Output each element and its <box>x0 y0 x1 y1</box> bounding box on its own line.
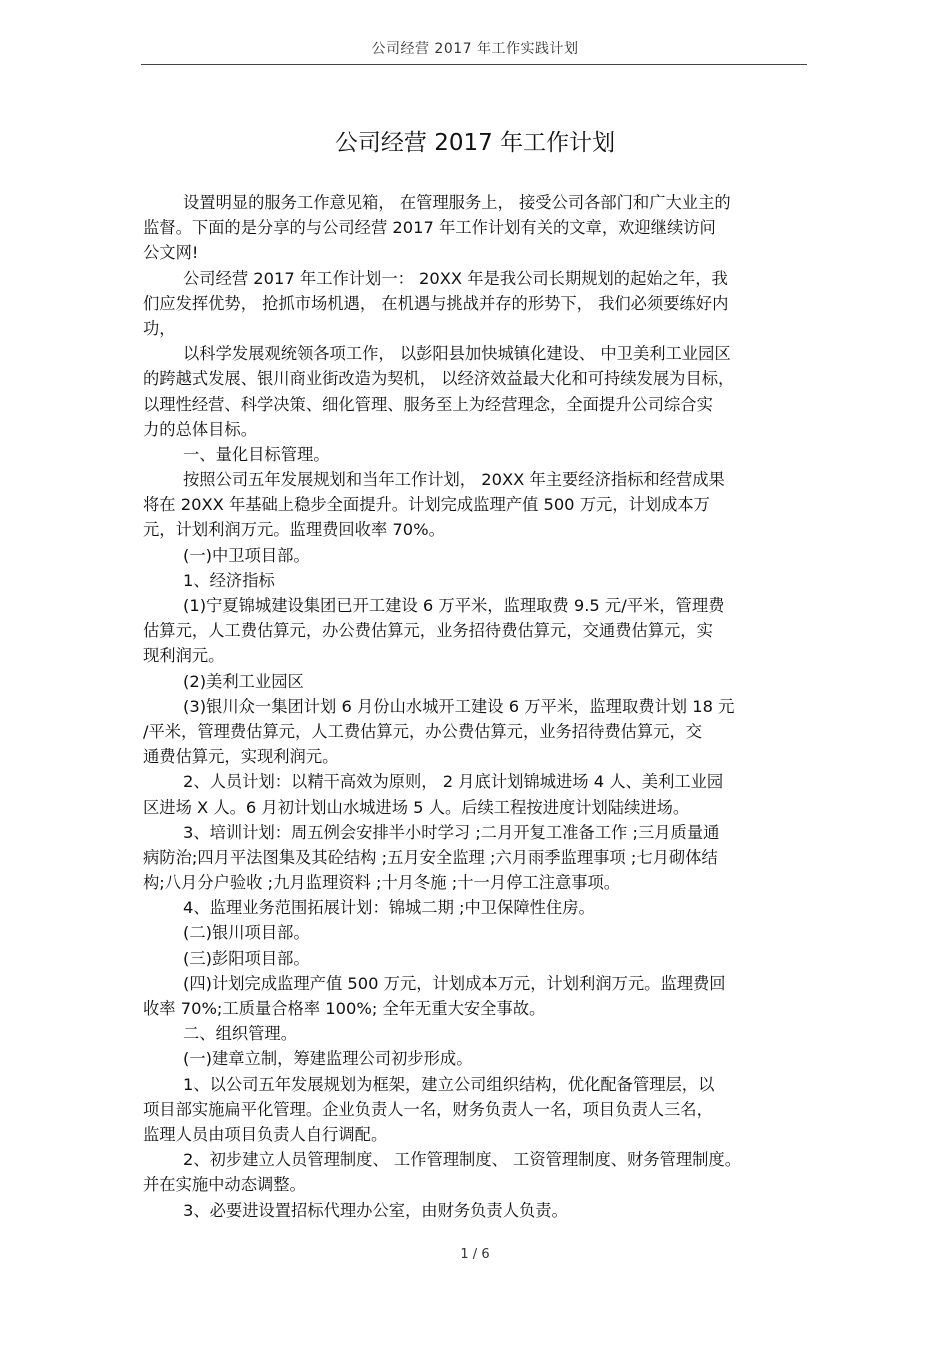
text-line: 二、组织管理。 <box>183 1024 297 1044</box>
text-line: 元，计划利润万元。监理费回收率 70%。 <box>143 520 445 540</box>
text-line: 项目部实施扁平化管理。企业负责人一名，财务负责人一名，项目负责人三名， <box>143 1099 713 1119</box>
text-line: 监督。下面的是分享的与公司经营 2017 年工作计划有关的文章，欢迎继续访问 <box>143 218 716 238</box>
text-line: 公文网! <box>143 243 199 263</box>
text-line: 4、监理业务范围拓展计划：锦城二期 ;中卫保障性住房。 <box>183 898 595 918</box>
document-title: 公司经营 2017 年工作计划 <box>334 130 616 156</box>
text-line: 现利润元。 <box>143 646 225 666</box>
text-line: 2、人员计划：以精干高效为原则， 2 月底计划锦城进场 4 人、美利工业园 <box>183 772 724 792</box>
text-line: 1、以公司五年发展规划为框架，建立公司组织结构，优化配备管理层，以 <box>183 1074 715 1094</box>
text-line: 通费估算元，实现利润元。 <box>143 747 339 767</box>
text-line: (2)美利工业园区 <box>183 671 304 691</box>
text-line: (一)中卫项目部。 <box>183 545 310 565</box>
text-line: 2、初步建立人员管理制度、 工作管理制度、 工资管理制度、财务管理制度。 <box>183 1150 741 1170</box>
page-number: 1 / 6 <box>460 1247 490 1262</box>
text-line: 以科学发展观统领各项工作， 以彭阳县加快城镇化建设、 中卫美利工业园区 <box>183 344 731 364</box>
text-line: 功， <box>143 318 176 338</box>
text-line: 们应发挥优势， 抢抓市场机遇， 在机遇与挑战并存的形势下， 我们必须要练好内 <box>143 293 729 313</box>
text-line: (三)彭阳项目部。 <box>183 948 310 968</box>
text-line: 的跨越式发展、银川商业街改造为契机， 以经济效益最大化和可持续发展为目标， <box>143 369 735 389</box>
document-body <box>143 190 807 1223</box>
text-line: 设置明显的服务工作意见箱， 在管理服务上， 接受公司各部门和广大业主的 <box>183 193 731 212</box>
text-line: /平米，管理费估算元，人工费估算元，办公费估算元，业务招待费估算元，交 <box>143 721 703 741</box>
text-line: (3)银川众一集团计划 6 月份山水城开工建设 6 万平米，监理取费计划 18 元 <box>183 696 735 716</box>
text-line: 将在 20XX 年基础上稳步全面提升。计划完成监理产值 500 万元，计划成本万 <box>143 495 710 515</box>
text-line: 力的总体目标。 <box>143 419 257 439</box>
text-line: 按照公司五年发展规划和当年工作计划， 20XX 年主要经济指标和经营成果 <box>183 470 725 490</box>
text-line: 监理人员由项目负责人自行调配。 <box>143 1124 388 1144</box>
text-line: 区进场 X 人。6 月初计划山水城进场 5 人。后续工程按进度计划陆续进场。 <box>143 797 690 817</box>
text-line: 3、必要进设置招标代理办公室，由财务负责人负责。 <box>183 1200 568 1220</box>
text-line: (一)建章立制，筹建监理公司初步形成。 <box>183 1049 473 1069</box>
header-divider <box>141 64 807 65</box>
text-line: 估算元，人工费估算元，办公费估算元，业务招待费估算元，交通费估算元，实 <box>143 621 713 641</box>
text-line: 病防治;四月平法图集及其砼结构 ;五月安全监理 ;六月雨季监理事项 ;七月砌体结 <box>143 847 718 867</box>
text-line: (1)宁夏锦城建设集团已开工建设 6 万平米，监理取费 9.5 元/平米，管理费 <box>183 596 725 615</box>
text-line: 以理性经营、科学决策、细化管理、服务至上为经营理念，全面提升公司综合实 <box>143 394 713 414</box>
text-line: 3、培训计划：周五例会安排半小时学习 ;二月开复工准备工作 ;三月质量通 <box>183 822 720 842</box>
text-line: (四)计划完成监理产值 500 万元，计划成本万元，计划利润万元。监理费回 <box>183 973 726 993</box>
page-header: 公司经营 2017 年工作实践计划 <box>371 41 579 57</box>
text-line: 并在实施中动态调整。 <box>143 1175 306 1195</box>
text-line: (二)银川项目部。 <box>183 923 310 943</box>
text-line: 收率 70%;工质量合格率 100%; 全年无重大安全事故。 <box>143 999 546 1018</box>
text-line: 构;八月分户验收 ;九月监理资料 ;十月冬施 ;十一月停工注意事项。 <box>143 873 621 893</box>
text-line: 1、经济指标 <box>183 570 275 590</box>
text-line: 公司经营 2017 年工作计划一： 20XX 年是我公司长期规划的起始之年，我 <box>183 268 728 288</box>
text-line: 一、量化目标管理。 <box>183 444 330 464</box>
